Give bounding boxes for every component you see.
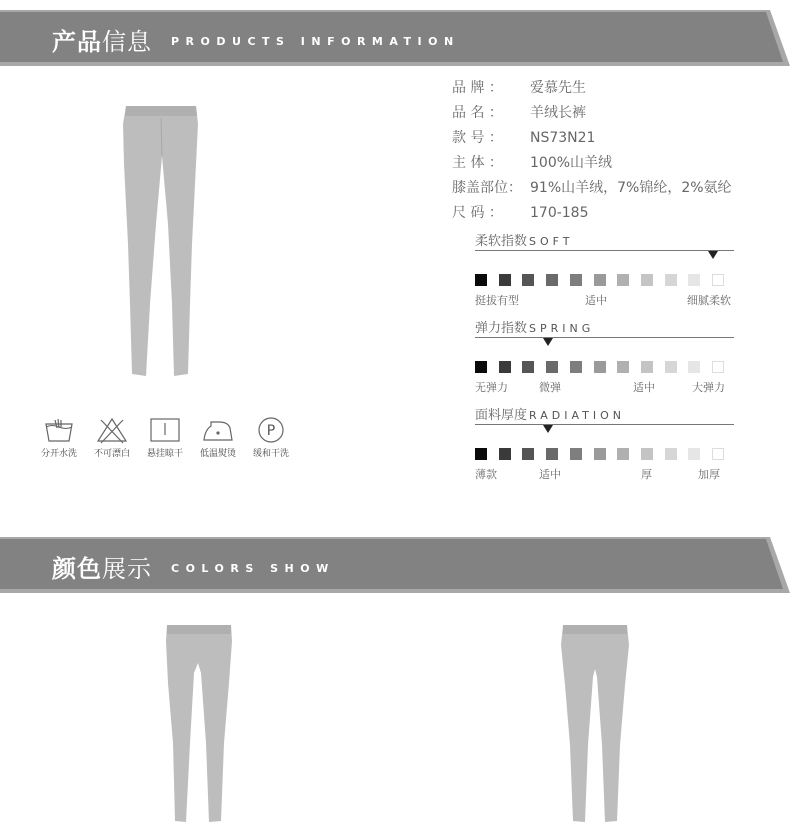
scale-swatch bbox=[546, 361, 558, 373]
care-low-iron bbox=[194, 416, 242, 459]
scale-swatch bbox=[522, 448, 534, 460]
scale-swatch bbox=[712, 448, 724, 460]
scale-marker-icon bbox=[543, 425, 553, 433]
care-hand-wash bbox=[35, 416, 83, 459]
scale-swatch bbox=[594, 361, 606, 373]
scale-swatch bbox=[570, 361, 582, 373]
spec-name bbox=[452, 103, 586, 123]
scale-swatch bbox=[688, 361, 700, 373]
scale-line bbox=[475, 337, 734, 338]
scale-swatch bbox=[594, 448, 606, 460]
scale-swatch bbox=[665, 448, 677, 460]
scale-swatch bbox=[546, 274, 558, 286]
pants-back-color-image bbox=[559, 623, 631, 823]
low-iron-icon bbox=[201, 416, 235, 444]
scale-swatch bbox=[641, 448, 653, 460]
spec-value: 91%山羊绒，7%锦纶，2%氨纶 bbox=[530, 180, 732, 196]
pants-front-image bbox=[120, 104, 202, 378]
spec-value: 100%山羊绒 bbox=[530, 155, 613, 171]
scale-label: 加厚 bbox=[698, 468, 720, 481]
scale-swatch bbox=[641, 274, 653, 286]
spec-style-no bbox=[452, 128, 595, 148]
scale-swatch bbox=[570, 448, 582, 460]
spec-main-material bbox=[452, 153, 612, 173]
spec-key: 主 体 ： bbox=[452, 155, 503, 171]
spec-key: 品 牌 ： bbox=[452, 80, 503, 96]
scale-marker-icon bbox=[708, 251, 718, 259]
svg-text:P: P bbox=[266, 423, 276, 439]
scale-swatch bbox=[522, 274, 534, 286]
scale-label: 厚 bbox=[641, 468, 652, 481]
care-no-bleach bbox=[88, 416, 136, 459]
no-bleach-icon bbox=[95, 416, 129, 444]
scale-swatch bbox=[712, 361, 724, 373]
scale-label: 挺拔有型 bbox=[475, 294, 519, 307]
spec-key: 款 号 ： bbox=[452, 130, 503, 146]
scale-label: 细腻柔软 bbox=[687, 294, 731, 307]
scale-swatch bbox=[617, 361, 629, 373]
spec-knee-material bbox=[452, 178, 732, 198]
care-label: 分开水洗 bbox=[40, 449, 77, 459]
scale-swatch bbox=[475, 361, 487, 373]
products-info-banner bbox=[0, 8, 790, 68]
scale-swatch bbox=[688, 448, 700, 460]
scale-label: 适中 bbox=[585, 294, 607, 307]
scale-label: 微弹 bbox=[539, 381, 561, 394]
scale-swatch bbox=[522, 361, 534, 373]
care-label: 悬挂晾干 bbox=[146, 449, 183, 459]
scale-label: 适中 bbox=[633, 381, 655, 394]
pants-front-color-image bbox=[164, 623, 234, 823]
dry-clean-p-icon bbox=[254, 416, 288, 444]
products-info-subtitle: PRODUCTS INFORMATION bbox=[171, 35, 460, 48]
scale-swatch bbox=[546, 448, 558, 460]
products-info-title: 产品信息 bbox=[52, 28, 152, 56]
spec-value: NS73N21 bbox=[530, 130, 596, 146]
care-label: 缓和干洗 bbox=[252, 449, 289, 459]
spec-key: 膝盖部位： bbox=[452, 180, 522, 196]
colors-show-title: 颜色展示 bbox=[52, 555, 152, 583]
scale-swatch bbox=[499, 361, 511, 373]
care-label: 低温熨烫 bbox=[199, 449, 236, 459]
scale-swatch bbox=[499, 274, 511, 286]
spec-key: 尺 码 ： bbox=[452, 205, 503, 221]
scale-label: 大弹力 bbox=[692, 381, 725, 394]
care-label: 不可漂白 bbox=[93, 449, 130, 459]
colors-show-banner bbox=[0, 535, 790, 595]
scale-swatch bbox=[617, 274, 629, 286]
hand-wash-icon bbox=[42, 416, 76, 444]
scale-label: 无弹力 bbox=[475, 381, 508, 394]
spec-value: 羊绒长裤 bbox=[530, 105, 586, 121]
scale-marker-icon bbox=[543, 338, 553, 346]
care-hang-dry bbox=[141, 416, 189, 459]
scale-swatch bbox=[570, 274, 582, 286]
scale-title: 弹力指数 SPRING bbox=[475, 321, 595, 336]
spec-key: 品 名 ： bbox=[452, 105, 503, 121]
spec-value: 170-185 bbox=[530, 205, 589, 221]
spec-size bbox=[452, 203, 589, 223]
scale-swatch bbox=[712, 274, 724, 286]
scale-swatch bbox=[475, 274, 487, 286]
spec-value: 爱慕先生 bbox=[530, 80, 586, 96]
scale-line bbox=[475, 424, 734, 425]
scale-title: 柔软指数 SOFT bbox=[475, 234, 574, 249]
scale-swatch bbox=[617, 448, 629, 460]
spec-brand bbox=[452, 78, 586, 98]
scale-swatch bbox=[665, 361, 677, 373]
scale-swatch bbox=[475, 448, 487, 460]
colors-show-subtitle: COLORS SHOW bbox=[171, 562, 335, 575]
care-dry-clean bbox=[247, 416, 295, 459]
scale-swatch bbox=[688, 274, 700, 286]
hang-dry-icon bbox=[148, 416, 182, 444]
scale-swatch bbox=[665, 274, 677, 286]
scale-swatch bbox=[641, 361, 653, 373]
scale-line bbox=[475, 250, 734, 251]
scale-swatch bbox=[594, 274, 606, 286]
scale-label: 薄款 bbox=[475, 468, 497, 481]
scale-title: 面料厚度 RADIATION bbox=[475, 408, 625, 423]
scale-swatch bbox=[499, 448, 511, 460]
scale-label: 适中 bbox=[539, 468, 561, 481]
